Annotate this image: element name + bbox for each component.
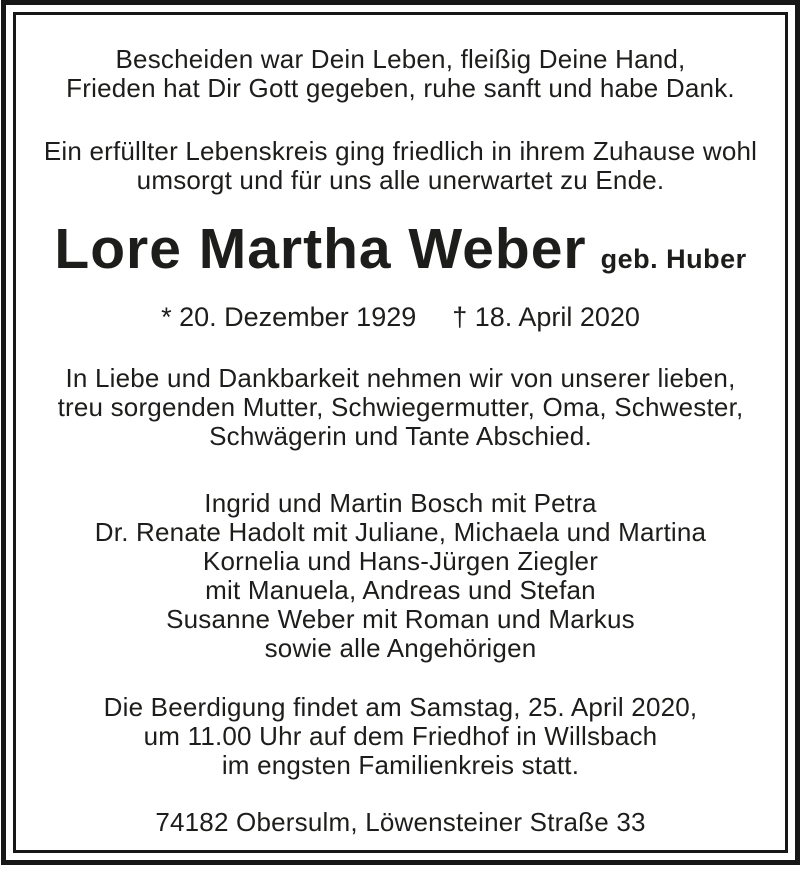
deceased-name: Lore Martha Weber <box>54 217 587 281</box>
mourners-section <box>34 489 767 663</box>
mourner-line: Kornelia und Hans-Jürgen Ziegler <box>202 546 599 576</box>
mourner-line: Ingrid und Martin Bosch mit Petra <box>204 488 597 518</box>
birth-date: * 20. Dezember 1929 <box>161 302 417 332</box>
life-dates <box>34 302 767 332</box>
notice-outer-frame <box>1 0 800 865</box>
mourner-line: mit Manuela, Andreas und Stefan <box>205 575 596 605</box>
epigraph-line: Frieden hat Dir Gott gegeben, ruhe sanft und habe Dank. <box>66 73 735 103</box>
farewell-section <box>34 364 767 451</box>
farewell-line: In Liebe und Dankbarkeit nehmen wir von unserer lieben, <box>65 363 736 393</box>
address-line: 74182 Obersulm, Löwensteiner Straße 33 <box>155 807 646 837</box>
intro-line: Ein erfüllter Lebenskreis ging friedlich in ihrem Zuhause wohl <box>43 136 758 166</box>
funeral-line: im engsten Familienkreis statt. <box>221 750 580 780</box>
funeral-line: um 11.00 Uhr auf dem Friedhof in Willsbach <box>143 721 658 751</box>
mourner-line: Susanne Weber mit Roman und Markus <box>166 604 635 634</box>
intro-line: umsorgt und für uns alle unerwartet zu Ende. <box>136 165 665 195</box>
funeral-line: Die Beerdigung findet am Samstag, 25. April 2020, <box>103 692 698 722</box>
maiden-name: geb. Huber <box>600 244 747 274</box>
mourner-line: sowie alle Angehörigen <box>264 633 537 663</box>
death-date: † 18. April 2020 <box>452 302 640 332</box>
mourner-line: Dr. Renate Hadolt mit Juliane, Michaela und Martina <box>94 517 707 547</box>
epigraph-line: Bescheiden war Dein Leben, fleißig Deine Hand, <box>115 44 686 74</box>
farewell-line: Schwägerin und Tante Abschied. <box>209 421 592 451</box>
farewell-line: treu sorgenden Mutter, Schwiegermutter, Oma, Schwester, <box>57 392 744 422</box>
funeral-info-section <box>34 693 767 780</box>
deceased-name-heading <box>34 219 767 294</box>
notice-inner-frame <box>13 12 788 853</box>
epigraph-section <box>34 45 767 103</box>
intro-section <box>34 137 767 195</box>
